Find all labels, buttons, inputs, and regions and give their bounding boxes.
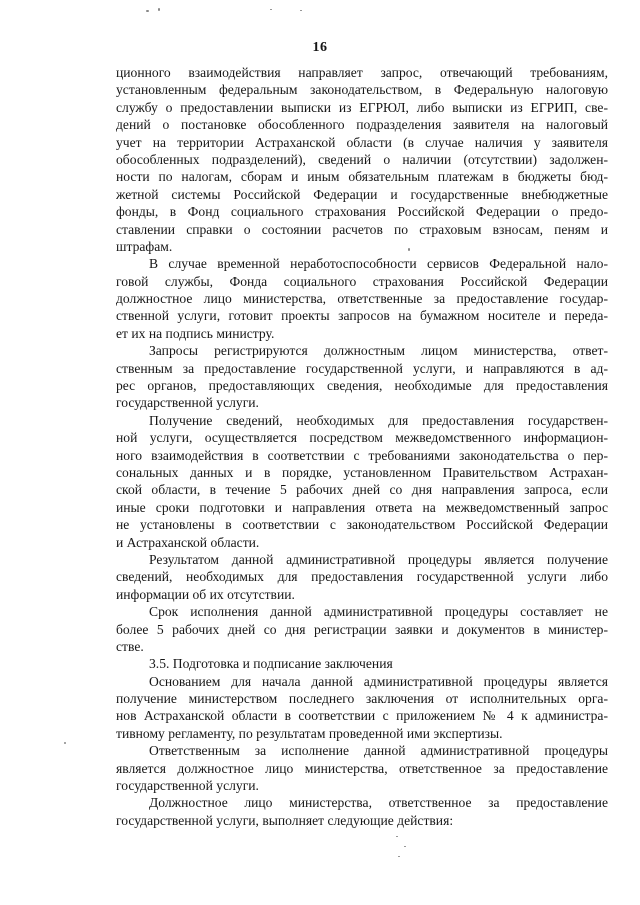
text-line: ской области, в течение 5 рабочих дней со дня направления запроса, если [116,482,608,498]
text-line: нов Астраханской области в соответствии с приложением № 4 к администра- [116,708,608,724]
body-text [116,64,608,829]
text-line: службу о предоставлении выписки из ЕГРЮЛ, либо выписки из ЕГРИП, све- [116,99,608,115]
text-line: и Астраханской области. [116,534,260,550]
scan-speck [398,856,400,857]
text-line: получение министерством последнего заключения от исполнительных орга- [116,691,608,707]
text-line: фонды, в Фонд социального страхования Российской Федерации о предо- [116,204,608,220]
text-line: Запросы регистрируются должностным лицом министерства, ответ- [149,343,608,359]
scan-speck [404,846,406,847]
text-line: государственной услуги, выполняет следующие действия: [116,812,454,828]
scan-speck [408,248,410,251]
scan-speck [146,10,149,12]
text-line: тивному регламенту, по результатам проведенной ими экспертизы. [116,725,503,741]
text-line: не установлены в соответствии с законодательством Российской Федерации [116,517,608,533]
text-line: должностное лицо министерства, ответственные за предоставление государ- [116,291,608,307]
text-line: Основанием для начала данной административной процедуры является [149,673,608,689]
text-line: рес органов, предоставляющих сведения, необходимые для предоставления [116,378,608,394]
text-line: Должностное лицо министерства, ответственное за предоставление [149,795,608,811]
text-line: ного взаимодействия в соответствии с требованиями законодательства о пер- [116,447,608,463]
text-line: государственной услуги. [116,778,259,794]
text-line: ственным за предоставление государственной услуги, и направляются в ад- [116,360,608,376]
text-line: ности по налогам, сборам и иным обязательным платежам в бюджеты бюд- [116,169,608,185]
text-line: Ответственным за исполнение данной административной процедуры [149,743,608,759]
scan-speck [396,836,398,837]
text-line: дений о постановке обособленного подразделения заявителя на налоговый [116,117,608,133]
scan-speck [64,742,66,744]
text-line: сведений, необходимых для предоставления государственной услуги либо [116,569,608,585]
text-line: жетной системы Российской Федерации и государственные внебюджетные [116,186,608,202]
text-line: ной услуги, осуществляется посредством межведомственного информацион- [116,430,608,446]
text-line: является должностное лицо министерства, ответственное за предоставление [116,760,608,776]
text-line: ственной услуги, готовит проекты запросов на бумажном носителе и переда- [116,308,608,324]
text-line: установленным федеральным законодательством, в Федеральную налоговую [116,82,608,98]
text-line: государственной услуги. [116,395,259,411]
text-line: ционного взаимодействия направляет запрос, отвечающий требованиям, [116,65,608,80]
text-line: ет их на подпись министру. [116,325,275,341]
text-line: информации об их отсутствии. [116,586,295,602]
scan-speck [270,9,272,10]
text-line: сональных данных и в порядке, установленном Правительством Астрахан- [116,464,608,480]
text-line: 3.5. Подготовка и подписание заключения [149,656,393,672]
text-line: Срок исполнения данной административной процедуры составляет не [149,604,608,620]
text-line: В случае временной неработоспособности сервисов Федеральной нало- [149,256,608,272]
text-line: обособленных подразделений), сведений о наличии (отсутствии) задолжен- [116,151,608,167]
text-line: иные сроки подготовки и направления ответа на межведомственный запрос [116,499,608,515]
text-line: стве. [116,638,144,654]
text-line: ставлении справки о состоянии расчетов по страховым взносам, пеням и [116,221,608,237]
scan-speck [158,8,160,11]
text-line: говой службы, Фонда социального страхования Российской Федерации [116,273,608,289]
text-line: более 5 рабочих дней со дня регистрации заявки и документов в министер- [116,621,608,637]
scan-speck [300,10,302,11]
text-line: Получение сведений, необходимых для предоставления государствен- [149,412,608,428]
page-number: 16 [312,40,328,55]
text-line: Результатом данной административной процедуры является получение [149,551,608,567]
text-line: учет на территории Астраханской области (в случае наличия у заявителя [116,134,608,150]
text-line: штрафам. [116,238,173,254]
